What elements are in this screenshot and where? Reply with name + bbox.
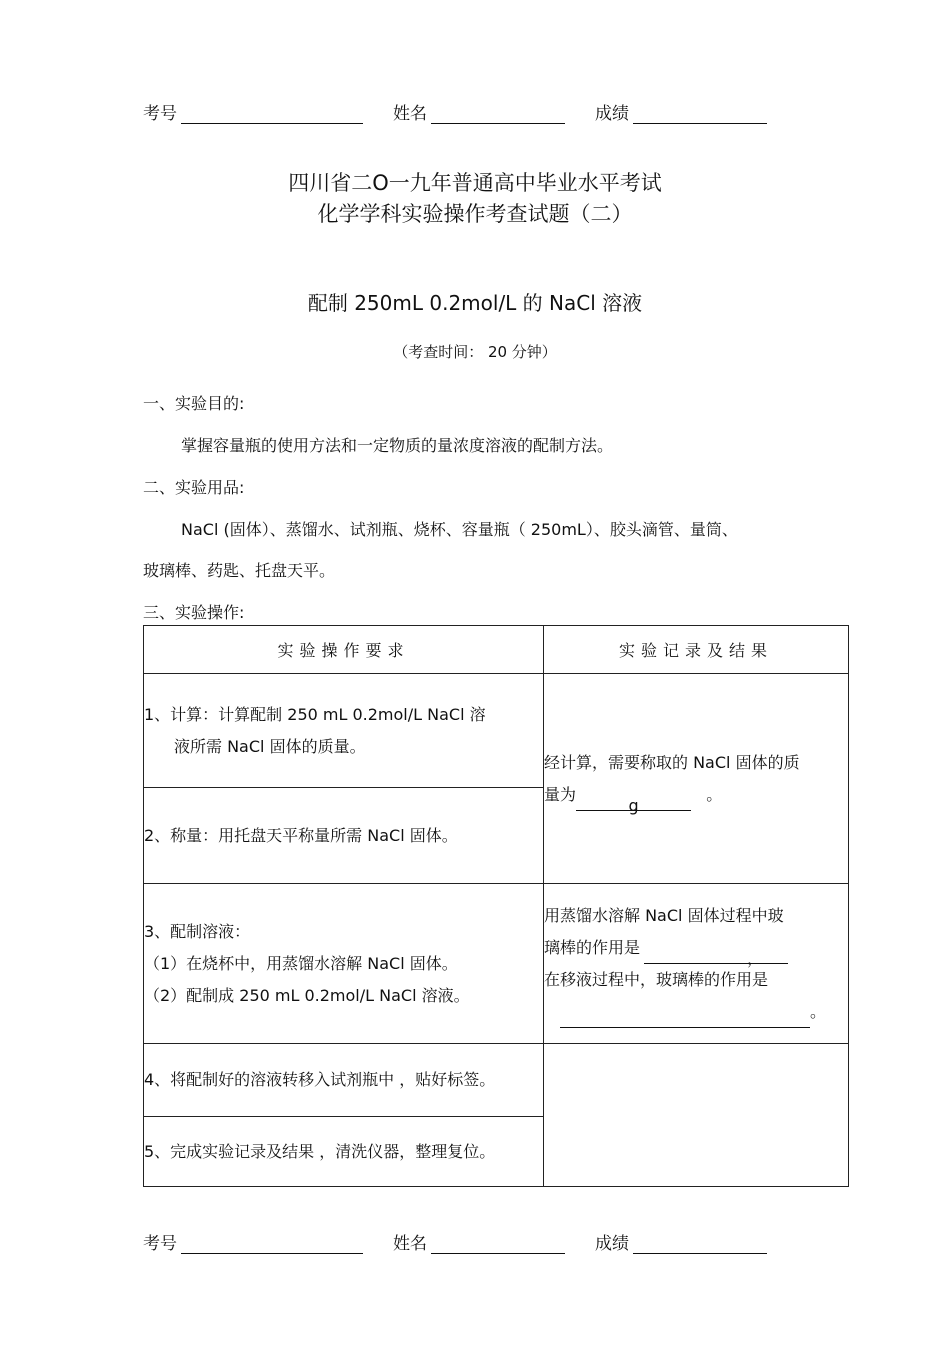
col1-header: 实验操作要求 <box>144 626 544 674</box>
exam-number-blank[interactable] <box>181 1235 363 1254</box>
result1-line2 <box>544 779 848 815</box>
section2-heading: 二、实验用品: <box>143 478 245 497</box>
section3-heading: 三、实验操作: <box>143 603 245 622</box>
step5-cell: 5、完成实验记录及结果 ，清洗仪器，整理复位。 <box>144 1117 544 1187</box>
step2-cell: 2、称量：用托盘天平称量所需 NaCl 固体。 <box>144 788 544 884</box>
result3-line2-prefix: 璃棒的作用是 <box>544 937 641 957</box>
time-note: （考查时间： 20 分钟） <box>393 343 557 361</box>
step3-cell <box>144 884 544 1044</box>
result3-line1: 用蒸馏水溶解 NaCl 固体过程中玻 <box>544 905 784 925</box>
name-blank[interactable] <box>431 1235 565 1254</box>
result1-cell <box>544 674 849 884</box>
title-line2: 化学学科实验操作考查试题（二） <box>317 202 633 226</box>
rod-role-blank-2[interactable] <box>722 943 788 968</box>
name-label: 姓名 <box>393 1234 427 1254</box>
table-header-row <box>144 626 849 674</box>
experiment-table <box>143 625 849 1187</box>
top-score <box>595 104 767 124</box>
section2-line2: 玻璃棒、药匙、托盘天平。 <box>143 561 336 580</box>
mass-blank[interactable] <box>576 790 691 815</box>
score-blank[interactable] <box>633 105 767 124</box>
title-line1: 四川省二O一九年普通高中毕业水平考试 <box>288 171 662 195</box>
score-label: 成绩 <box>595 104 629 124</box>
table-row-step4 <box>144 1044 849 1117</box>
step3-item1: （1）在烧杯中，用蒸馏水溶解 NaCl 固体。 <box>144 953 458 973</box>
step1-line2: 液所需 NaCl 固体的质量。 <box>174 736 366 756</box>
bottom-exam-number <box>143 1234 363 1254</box>
result3-end: 。 <box>810 1001 827 1021</box>
transfer-rod-role-blank[interactable] <box>560 1007 810 1028</box>
result45-cell <box>544 1044 849 1187</box>
score-blank[interactable] <box>633 1235 767 1254</box>
result3-line2 <box>544 932 848 968</box>
step1-line1: 1、计算：计算配制 250 mL 0.2mol/L NaCl 溶 <box>144 704 486 724</box>
exam-number-label: 考号 <box>143 1234 177 1254</box>
name-blank[interactable] <box>431 105 565 124</box>
step3-title: 3、配制溶液： <box>144 921 251 941</box>
result1-line1: 经计算，需要称取的 NaCl 固体的质 <box>544 752 800 772</box>
result1-prefix: 量为 <box>544 784 577 804</box>
result3-line3: 在移液过程中，玻璃棒的作用是 <box>544 969 769 989</box>
col2-header: 实验记录及结果 <box>544 626 849 674</box>
section1-text: 掌握容量瓶的使用方法和一定物质的量浓度溶液的配制方法。 <box>181 436 614 455</box>
top-name <box>393 104 565 124</box>
bottom-score <box>595 1234 767 1254</box>
experiment-subtitle: 配制 250mL 0.2mol/L 的 NaCl 溶液 <box>307 291 643 315</box>
section2-line1: NaCl (固体）、蒸馏水、试剂瓶、烧杯、容量瓶（ 250mL）、胶头滴管、量筒、 <box>181 520 738 539</box>
table-row-step1 <box>144 674 849 788</box>
result1-suffix: 。 <box>706 784 723 804</box>
section1-heading: 一、实验目的: <box>143 394 245 413</box>
top-exam-number <box>143 104 363 124</box>
rod-role-blank-1[interactable] <box>644 943 722 964</box>
bottom-name <box>393 1234 565 1254</box>
step4-cell: 4、将配制好的溶液转移入试剂瓶中 ，贴好标签。 <box>144 1044 544 1117</box>
step1-cell <box>144 674 544 788</box>
result3-cell <box>544 884 849 1044</box>
exam-number-label: 考号 <box>143 104 177 124</box>
exam-number-blank[interactable] <box>181 105 363 124</box>
result3-comma: ， <box>747 948 764 968</box>
step3-item2: （2）配制成 250 mL 0.2mol/L NaCl 溶液。 <box>144 985 470 1005</box>
table-row-step3 <box>144 884 849 1044</box>
mass-unit: g <box>628 795 639 815</box>
score-label: 成绩 <box>595 1234 629 1254</box>
name-label: 姓名 <box>393 104 427 124</box>
result3-line4 <box>544 996 848 1028</box>
